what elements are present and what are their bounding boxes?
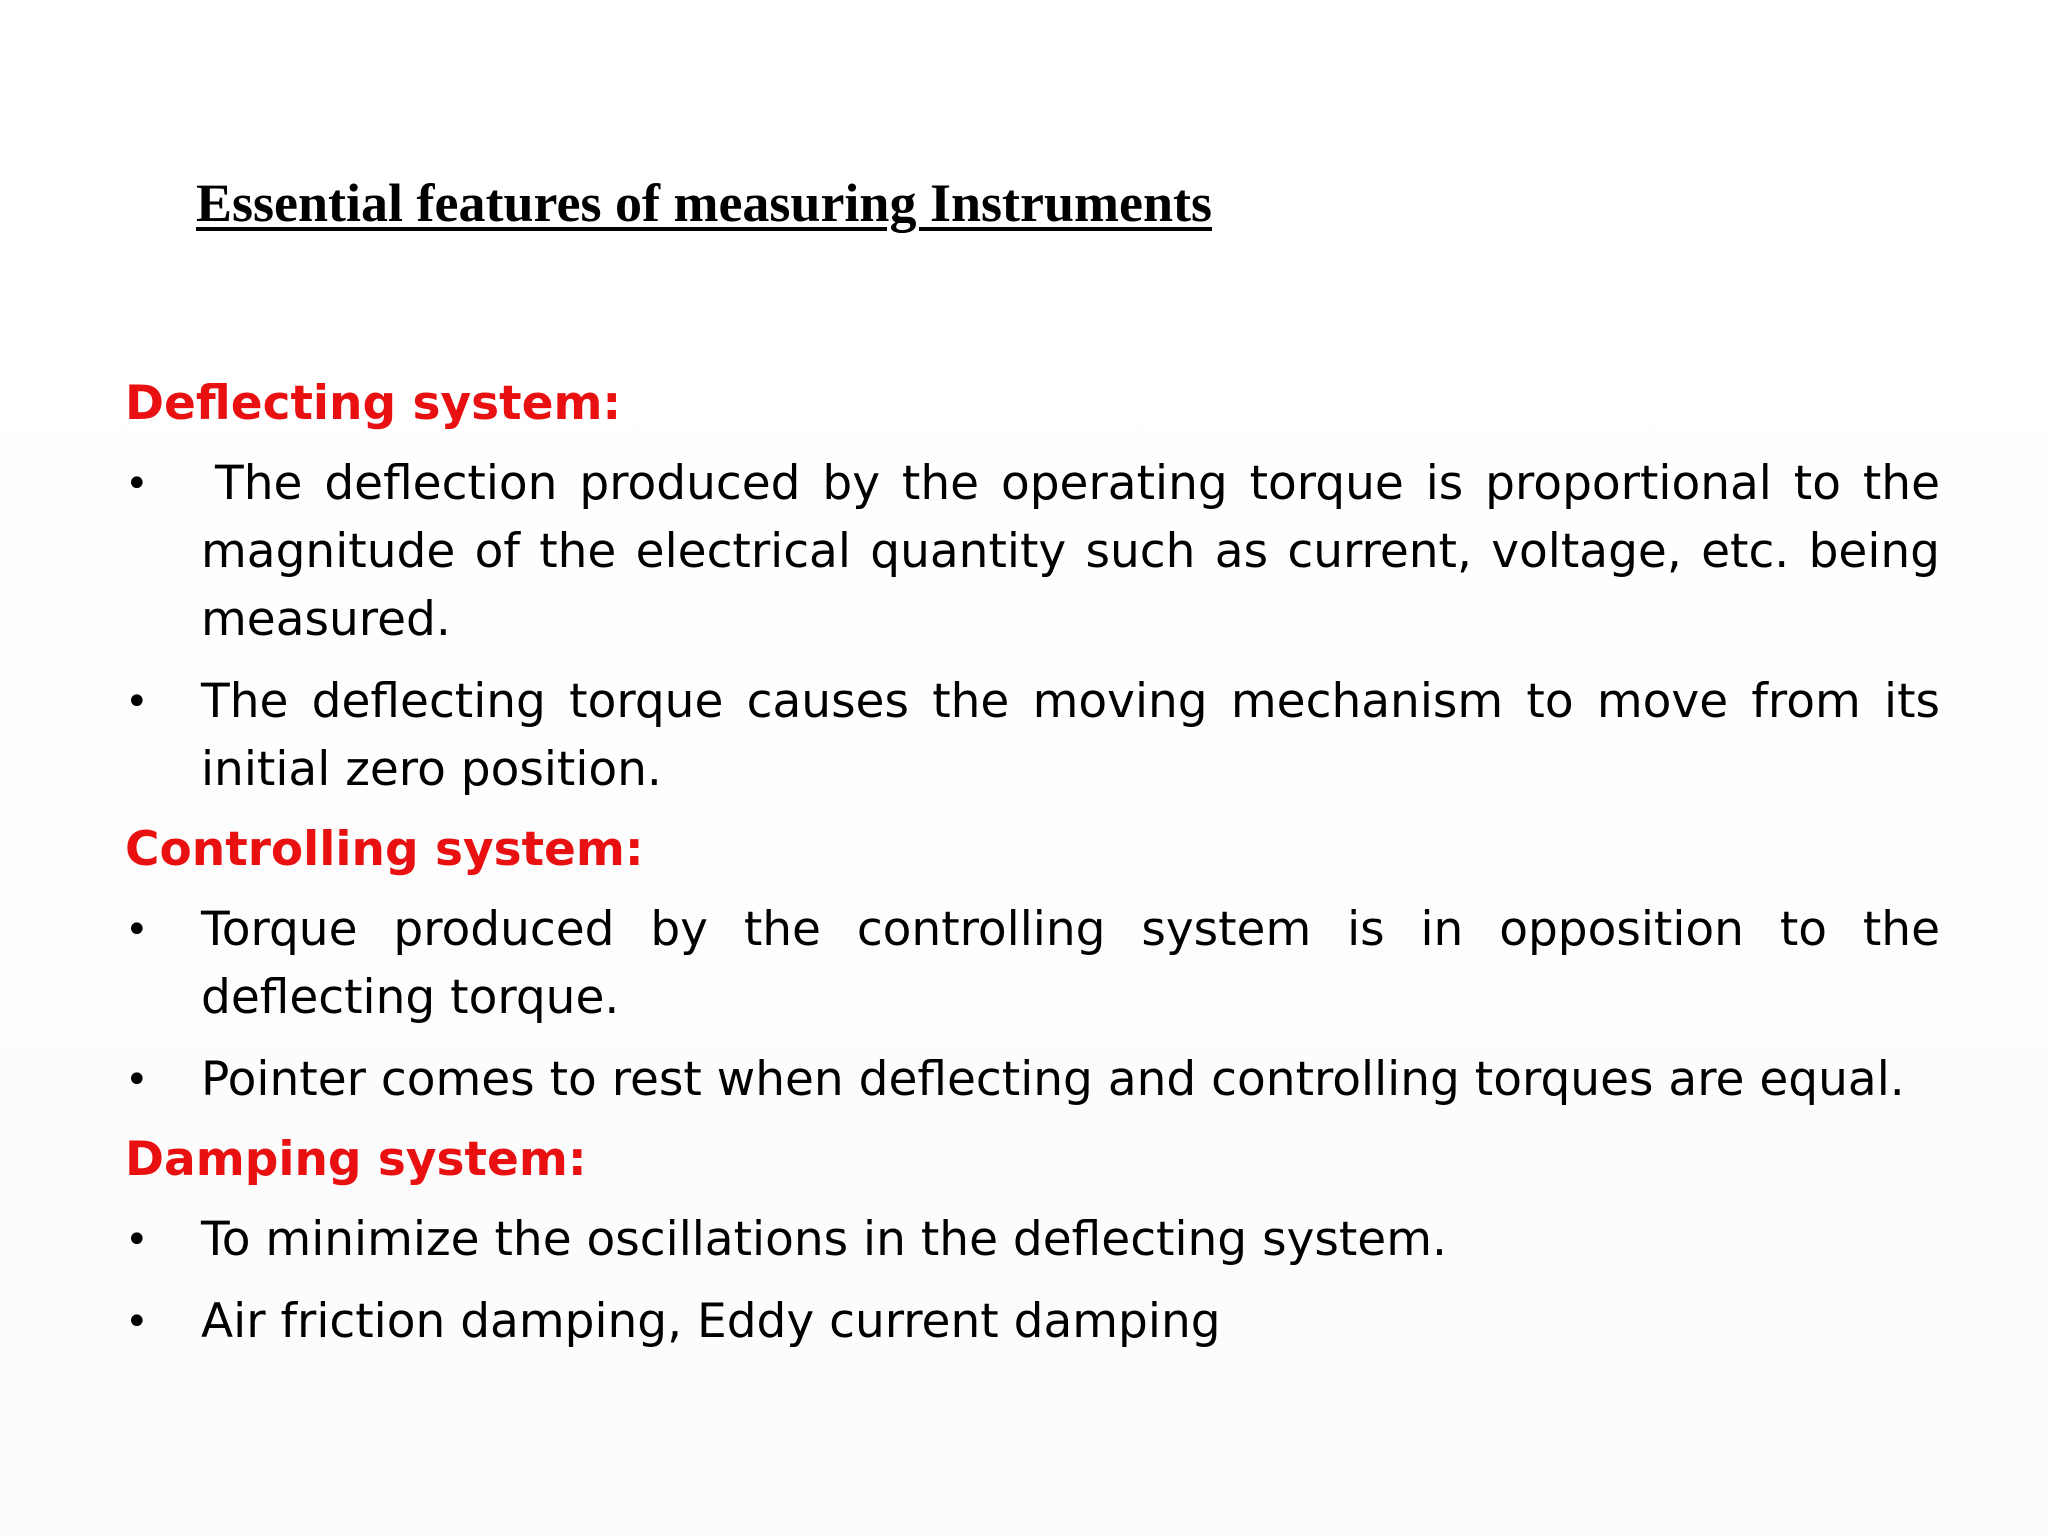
section-heading: Damping system:: [125, 1132, 587, 1187]
bullet-item: [125, 450, 1940, 654]
slide-content: [125, 372, 1940, 1370]
bullet-icon: •: [125, 1057, 149, 1103]
section-heading: Controlling system:: [125, 822, 644, 877]
bullet-icon: •: [125, 1299, 149, 1345]
bullet-item: [125, 1046, 1940, 1114]
section-damping-system: [125, 1128, 1940, 1356]
bullet-item: [125, 896, 1940, 1032]
bullet-icon: •: [125, 679, 149, 725]
bullet-icon: •: [125, 1217, 149, 1263]
bullet-item: [125, 1288, 1940, 1356]
bullet-text: To minimize the oscillations in the deflecting system.: [201, 1212, 1447, 1267]
section-heading: Deflecting system:: [125, 376, 622, 431]
bullet-text: Air friction damping, Eddy current damping: [201, 1294, 1221, 1349]
bullet-text: Pointer comes to rest when deflecting and controlling torques are equal.: [201, 1052, 1905, 1107]
bullet-icon: •: [125, 461, 149, 507]
bullet-list: [125, 450, 1940, 804]
section-deflecting-system: [125, 372, 1940, 804]
section-controlling-system: [125, 818, 1940, 1114]
bullet-item: [125, 1206, 1940, 1274]
bullet-list: [125, 1206, 1940, 1356]
bullet-text: The deflecting torque causes the moving mechanism to move from its initial zero position.: [201, 674, 1940, 797]
bullet-icon: •: [125, 907, 149, 953]
bullet-text: The deflection produced by the operating torque is proportional to the magnitude of the electrical quantity such as current, voltage, etc. being measured.: [201, 456, 1940, 647]
slide-title: Essential features of measuring Instruments: [196, 173, 1212, 233]
bullet-text: Torque produced by the controlling system is in opposition to the deflecting torque.: [201, 902, 1940, 1025]
bullet-item: [125, 668, 1940, 804]
bullet-list: [125, 896, 1940, 1114]
